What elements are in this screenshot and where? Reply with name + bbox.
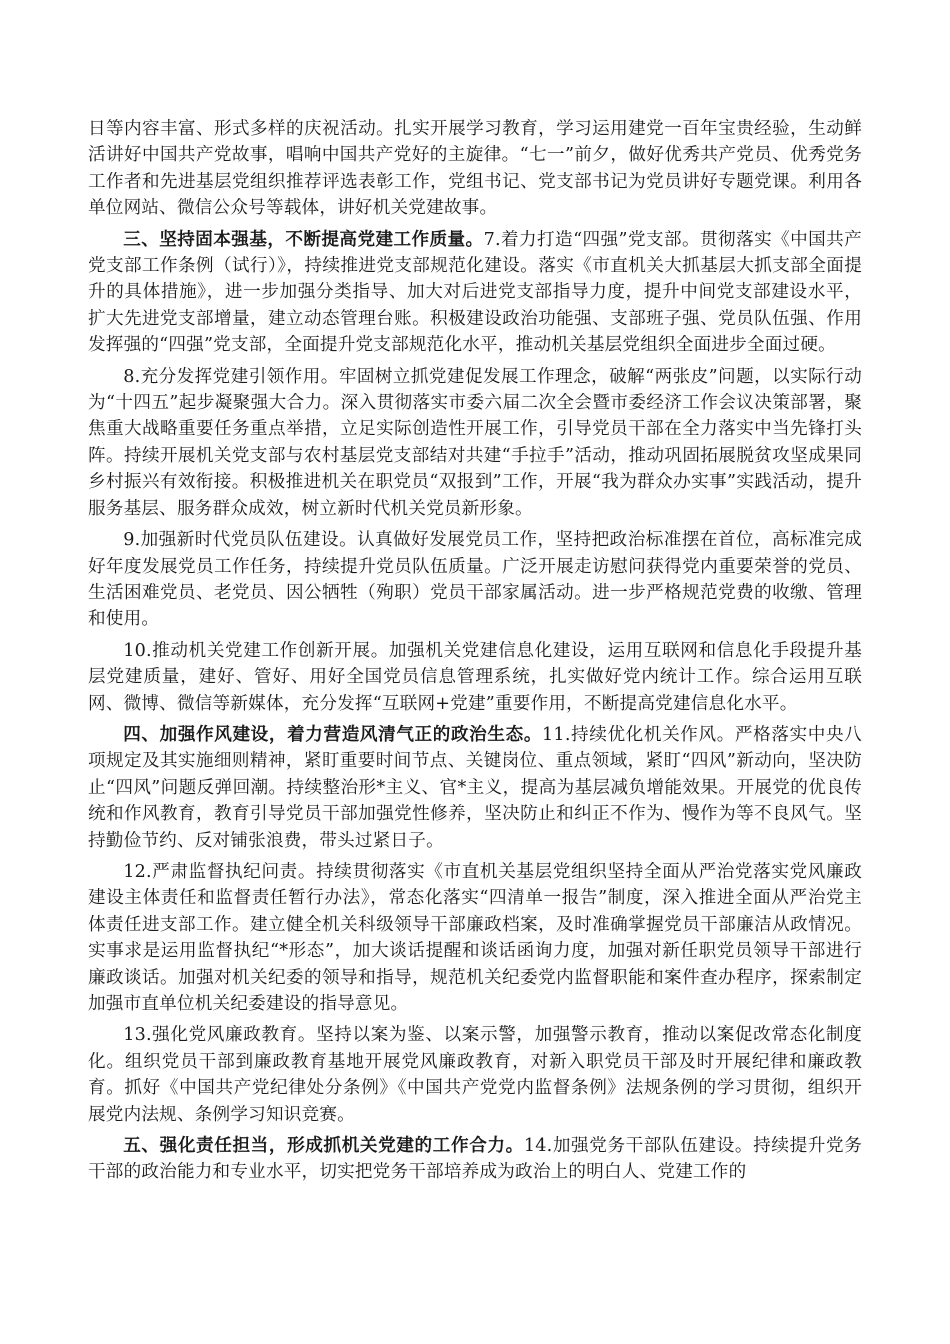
section-heading-5: 五、强化责任担当，形成抓机关党建的工作合力。 <box>123 1135 524 1157</box>
paragraph-text: 12.严肃监督执纪问责。持续贯彻落实《市直机关基层党组织坚持全面从严治党落实党风廉政建设主体责任和监督责任暂行办法》，常态化落实“四清单一报告”制度，深入推进全面从严治党主体责任进支部工作。建立健全机关科级领导干部廉政档案，及时准确掌握党员干部廉洁从政情况。实事求是运用监督执纪“*形态”，加大谈话提醒和谈话函询力度，加强对新任职党员领导干部进行廉政谈话。加强对机关纪委的领导和指导，规范机关纪委党内监督职能和案件查办程序，探索制定加强市直单位机关纪委建设的指导意见。 <box>88 861 862 1014</box>
paragraph-section-5-item-14 <box>88 1133 862 1186</box>
paragraph-section-3-item-7 <box>88 227 862 359</box>
paragraph-item-9 <box>88 527 862 633</box>
document-body <box>88 116 862 1191</box>
paragraph-celebration-activities <box>88 116 862 222</box>
paragraph-text: 8.充分发挥党建引领作用。牢固树立抓党建促发展工作理念，破解“两张皮”问题，以实际行动为“十四五”起步凝聚强大合力。深入贯彻落实市委六届二次全会暨市委经济工作会议决策部署，聚焦重大战略重要任务重点举措，立足实际创造性开展工作，引导党员干部在全力落实中当先锋打头阵。持续开展机关党支部与农村基层党支部结对共建“手拉手”活动，推动巩固拓展脱贫攻坚成果同乡村振兴有效衔接。积极推进机关在职党员“双报到”工作，开展“我为群众办实事”实践活动，提升服务基层、服务群众成效，树立新时代机关党员新形象。 <box>88 366 862 519</box>
paragraph-item-12 <box>88 859 862 1017</box>
paragraph-text: 14.加强党务干部队伍建设。持续提升党务干部的政治能力和专业水平，切实把党务干部培养成为政治上的明白人、党建工作的 <box>88 1136 862 1183</box>
paragraph-item-8 <box>88 364 862 522</box>
section-heading-4: 四、加强作风建设，着力营造风清气正的政治生态。 <box>123 723 543 745</box>
paragraph-item-13 <box>88 1022 862 1128</box>
paragraph-text: 11.持续优化机关作风。严格落实中央八项规定及其实施细则精神，紧盯重要时间节点、关键岗位、重点领域，紧盯“四风”新动向，坚决防止“四风”问题反弹回潮。持续整治形*主义、官*主义，提高为基层减负增能效果。开展党的优良传统和作风教育，教育引导党员干部加强党性修养，坚决防止和纠正不作为、慢作为等不良风气。坚持勤俭节约、反对铺张浪费，带头过紧日子。 <box>88 724 862 851</box>
paragraph-item-10 <box>88 638 862 717</box>
paragraph-text: 日等内容丰富、形式多样的庆祝活动。扎实开展学习教育，学习运用建党一百年宝贵经验，生动鲜活讲好中国共产党故事，唱响中国共产党好的主旋律。“七一”前夕，做好优秀共产党员、优秀党务工作者和先进基层党组织推荐评选表彰工作，党组书记、党支部书记为党员讲好专题党课。利用各单位网站、微信公众号等载体，讲好机关党建故事。 <box>88 119 862 219</box>
paragraph-text: 13.强化党风廉政教育。坚持以案为鉴、以案示警，加强警示教育，推动以案促改常态化制度化。组织党员干部到廉政教育基地开展党风廉政教育，对新入职党员干部及时开展纪律和廉政教育。抓好《中国共产党纪律处分条例》《中国共产党党内监督条例》法规条例的学习贯彻，组织开展党内法规、条例学习知识竞赛。 <box>88 1025 862 1125</box>
paragraph-text: 10.推动机关党建工作创新开展。加强机关党建信息化建设，运用互联网和信息化手段提升基层党建质量，建好、管好、用好全国党员信息管理系统，扎实做好党内统计工作。综合运用互联网、微博、微信等新媒体，充分发挥“互联网+党建”重要作用，不断提高党建信息化水平。 <box>88 640 862 714</box>
paragraph-text: 9.加强新时代党员队伍建设。认真做好发展党员工作，坚持把政治标准摆在首位，高标准完成好年度发展党员工作任务，持续提升党员队伍质量。广泛开展走访慰问获得党内重要荣誉的党员、生活困难党员、老党员、因公牺牲（殉职）党员干部家属活动。进一步严格规范党费的收缴、管理和使用。 <box>88 530 862 630</box>
paragraph-text: 7.着力打造“四强”党支部。贯彻落实《中国共产党支部工作条例（试行）》，持续推进党支部规范化建设。落实《市直机关大抓基层大抓支部全面提升的具体措施》，进一步加强分类指导、加大对后进党支部指导力度，提升中间党支部建设水平，扩大先进党支部增量，建立动态管理台账。积极建设政治功能强、支部班子强、党员队伍强、作用发挥强的“四强”党支部，全面提升党支部规范化水平，推动机关基层党组织全面进步全面过硬。 <box>88 229 862 356</box>
section-heading-3: 三、坚持固本强基，不断提高党建工作质量。 <box>123 228 484 250</box>
paragraph-section-4-item-11 <box>88 722 862 854</box>
